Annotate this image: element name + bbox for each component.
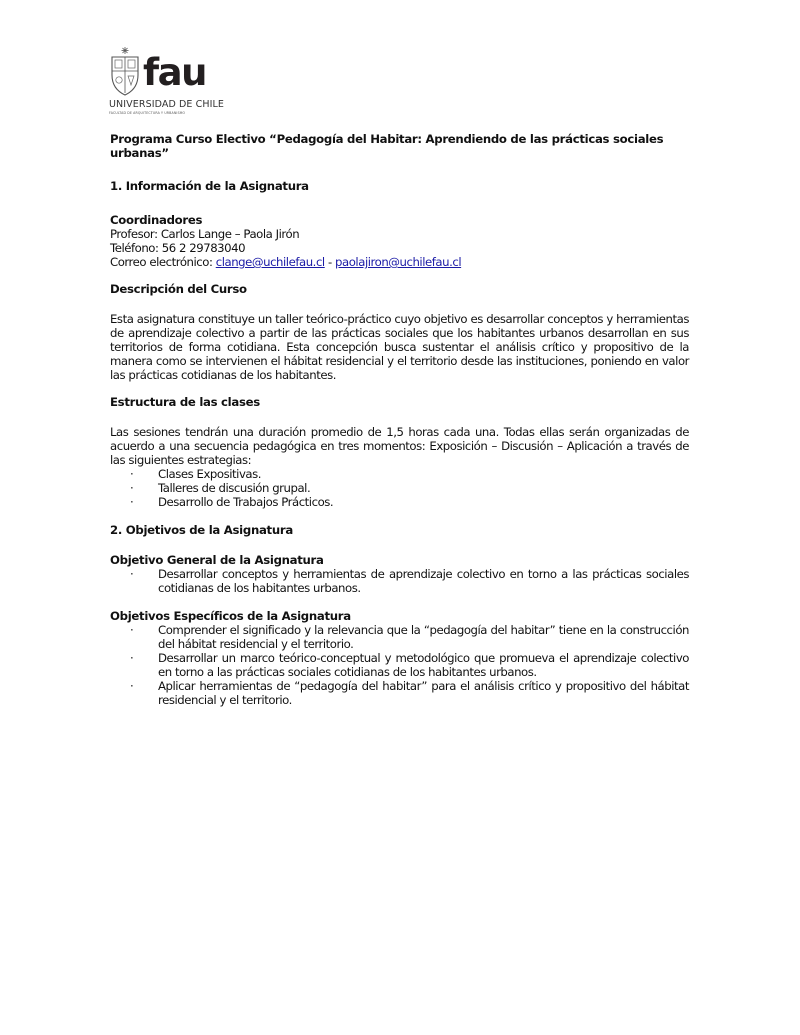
list-item	[110, 679, 689, 707]
list-item-text: Comprender el significado y la relevancia que la “pedagogía del habitar” tiene en la construcción del hábitat residencial y el territorio.	[158, 623, 689, 651]
list-item-text: Talleres de discusión grupal.	[158, 481, 311, 495]
bullet-icon: ·	[130, 567, 134, 581]
phone-line: Teléfono: 56 2 29783040	[110, 241, 246, 255]
fau-wordmark: fau	[143, 51, 206, 94]
description-text: Esta asignatura constituye un taller teórico-práctico cuyo objetivo es desarrollar conceptos y herramientas de aprendizaje colectivo a partir de las prácticas sociales que los habitantes urbanos desarrollan en sus territorios de forma cotidiana. Esta concepción busca sustentar el análisis crítico y propositivo de la manera como se intervienen el hábitat residencial y el territorio desde las instituciones, poniendo en valor las prácticas cotidianas de los habitantes.	[110, 312, 689, 382]
list-item-text: Desarrollo de Trabajos Prácticos.	[158, 495, 334, 509]
crest-icon	[109, 45, 209, 101]
bullet-icon: ·	[130, 495, 134, 509]
general-objective-heading: Objetivo General de la Asignatura	[110, 553, 324, 567]
general-objectives-list	[110, 567, 689, 595]
email-label: Correo electrónico:	[110, 255, 216, 269]
section1-heading: 1. Información de la Asignatura	[110, 179, 309, 193]
email-link-clange[interactable]: clange@uchilefau.cl	[215, 255, 325, 269]
specific-objectives-list	[110, 623, 689, 707]
description-heading: Descripción del Curso	[110, 282, 247, 296]
list-item-text: Desarrollar un marco teórico-conceptual y metodológico que promueva el aprendizaje colectivo en torno a las prácticas sociales cotidianas de los habitantes urbanos.	[158, 651, 689, 679]
logo-university-name: UNIVERSIDAD DE CHILE	[109, 99, 224, 110]
email-line	[110, 255, 689, 269]
list-item	[110, 567, 689, 595]
email-link-paolajiron[interactable]: paolajiron@uchilefau.cl	[335, 255, 462, 269]
list-item	[110, 467, 689, 481]
bullet-icon: ·	[130, 481, 134, 495]
list-item	[110, 481, 689, 495]
bullet-icon: ·	[130, 679, 134, 693]
structure-text: Las sesiones tendrán una duración promedio de 1,5 horas cada una. Todas ellas serán organizadas de acuerdo a una secuencia pedagógica en tres momentos: Exposición – Discusión – Aplicación a través de las siguientes estrategias:	[110, 425, 689, 467]
bullet-icon: ·	[130, 467, 134, 481]
list-item	[110, 651, 689, 679]
list-item	[110, 495, 689, 509]
strategies-list	[110, 467, 689, 509]
bullet-icon: ·	[130, 623, 134, 637]
professor-line: Profesor: Carlos Lange – Paola Jirón	[110, 227, 300, 241]
list-item-text: Clases Expositivas.	[158, 467, 262, 481]
list-item-text: Desarrollar conceptos y herramientas de aprendizaje colectivo en torno a las prácticas sociales cotidianas de los habitantes urbanos.	[158, 567, 689, 595]
section2-heading: 2. Objetivos de la Asignatura	[110, 523, 293, 537]
bullet-icon: ·	[130, 651, 134, 665]
document-title: Programa Curso Electivo “Pedagogía del Habitar: Aprendiendo de las prácticas sociales urbanas”	[110, 132, 664, 160]
logo-faculty-name: FACULTAD DE ARQUITECTURA Y URBANISMO	[109, 111, 186, 115]
university-logo	[109, 45, 224, 120]
structure-heading: Estructura de las clases	[110, 395, 260, 409]
list-item-text: Aplicar herramientas de “pedagogía del habitar” para el análisis crítico y propositivo del hábitat residencial y el territorio.	[158, 679, 689, 707]
specific-objectives-heading: Objetivos Específicos de la Asignatura	[110, 609, 351, 623]
email-separator: -	[324, 255, 336, 269]
list-item	[110, 623, 689, 651]
coordinators-heading: Coordinadores	[110, 213, 203, 227]
document-body	[110, 132, 689, 707]
